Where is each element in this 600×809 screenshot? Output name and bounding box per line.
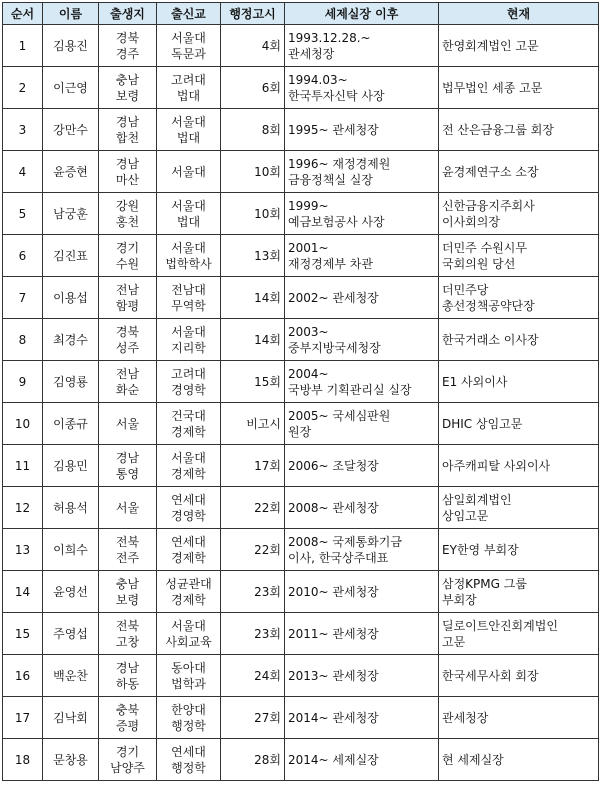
header-row <box>3 3 599 25</box>
table-row <box>3 613 599 655</box>
cell-order: 4 <box>3 151 43 193</box>
cell-name: 김진표 <box>43 235 99 277</box>
cell-current: 삼일회계법인 상임고문 <box>439 487 599 529</box>
table-row <box>3 571 599 613</box>
cell-school: 한양대 행정학 <box>157 697 221 739</box>
cell-school: 동아대 법학과 <box>157 655 221 697</box>
cell-name: 윤영선 <box>43 571 99 613</box>
cell-school: 서울대 법대 <box>157 193 221 235</box>
cell-order: 9 <box>3 361 43 403</box>
cell-name: 강만수 <box>43 109 99 151</box>
col-header-current: 현재 <box>439 3 599 25</box>
cell-after: 2003~ 중부지방국세청장 <box>285 319 439 361</box>
table-row <box>3 445 599 487</box>
cell-current: 더민주당 총선정책공약단장 <box>439 277 599 319</box>
cell-birthplace: 전북 전주 <box>99 529 157 571</box>
cell-order: 12 <box>3 487 43 529</box>
col-header-exam: 행정고시 <box>221 3 285 25</box>
cell-birthplace: 충남 보령 <box>99 67 157 109</box>
cell-after: 2014~ 관세청장 <box>285 697 439 739</box>
cell-name: 이희수 <box>43 529 99 571</box>
cell-name: 문창용 <box>43 739 99 781</box>
cell-order: 18 <box>3 739 43 781</box>
cell-school: 고려대 법대 <box>157 67 221 109</box>
cell-name: 김용민 <box>43 445 99 487</box>
cell-after: 1996~ 재정경제원 금융정책실 실장 <box>285 151 439 193</box>
cell-birthplace: 충북 증평 <box>99 697 157 739</box>
officials-table <box>2 2 599 781</box>
cell-after: 1994.03~ 한국투자신탁 사장 <box>285 67 439 109</box>
cell-after: 2013~ 관세청장 <box>285 655 439 697</box>
col-header-school: 출신교 <box>157 3 221 25</box>
cell-exam: 23회 <box>221 571 285 613</box>
col-header-after: 세제실장 이후 <box>285 3 439 25</box>
cell-order: 8 <box>3 319 43 361</box>
cell-exam: 23회 <box>221 613 285 655</box>
cell-order: 11 <box>3 445 43 487</box>
cell-birthplace: 경북 경주 <box>99 25 157 67</box>
cell-after: 2008~ 국제통화기금 이사, 한국상주대표 <box>285 529 439 571</box>
cell-birthplace: 전북 고창 <box>99 613 157 655</box>
cell-current: 전 산은금융그룹 회장 <box>439 109 599 151</box>
cell-order: 7 <box>3 277 43 319</box>
cell-school: 서울대 법학학사 <box>157 235 221 277</box>
cell-after: 2006~ 조달청장 <box>285 445 439 487</box>
cell-birthplace: 경남 합천 <box>99 109 157 151</box>
cell-name: 김용진 <box>43 25 99 67</box>
cell-name: 백운찬 <box>43 655 99 697</box>
cell-current: 법무법인 세종 고문 <box>439 67 599 109</box>
cell-order: 13 <box>3 529 43 571</box>
cell-name: 윤증현 <box>43 151 99 193</box>
table-row <box>3 697 599 739</box>
cell-after: 2001~ 재정경제부 차관 <box>285 235 439 277</box>
cell-current: 딜로이트안진회계법인 고문 <box>439 613 599 655</box>
cell-name: 이근영 <box>43 67 99 109</box>
cell-after: 2014~ 세제실장 <box>285 739 439 781</box>
cell-after: 2010~ 관세청장 <box>285 571 439 613</box>
table-row <box>3 25 599 67</box>
cell-school: 연세대 행정학 <box>157 739 221 781</box>
cell-school: 서울대 지리학 <box>157 319 221 361</box>
cell-name: 남궁훈 <box>43 193 99 235</box>
cell-order: 17 <box>3 697 43 739</box>
cell-after: 1993.12.28.~ 관세청장 <box>285 25 439 67</box>
cell-current: 한국거래소 이사장 <box>439 319 599 361</box>
cell-current: 한국세무사회 회장 <box>439 655 599 697</box>
table-row <box>3 67 599 109</box>
cell-exam: 24회 <box>221 655 285 697</box>
cell-current: 현 세제실장 <box>439 739 599 781</box>
cell-after: 2002~ 관세청장 <box>285 277 439 319</box>
cell-after: 1995~ 관세청장 <box>285 109 439 151</box>
cell-current: EY한영 부회장 <box>439 529 599 571</box>
cell-order: 2 <box>3 67 43 109</box>
cell-school: 서울대 경제학 <box>157 445 221 487</box>
cell-order: 10 <box>3 403 43 445</box>
cell-exam: 8회 <box>221 109 285 151</box>
table-row <box>3 277 599 319</box>
cell-birthplace: 경남 통영 <box>99 445 157 487</box>
cell-order: 15 <box>3 613 43 655</box>
table-row <box>3 487 599 529</box>
cell-after: 2005~ 국세심판원 원장 <box>285 403 439 445</box>
cell-after: 2011~ 관세청장 <box>285 613 439 655</box>
cell-name: 주영섭 <box>43 613 99 655</box>
cell-current: 더민주 수원시무 국회의원 당선 <box>439 235 599 277</box>
cell-birthplace: 강원 홍천 <box>99 193 157 235</box>
cell-order: 1 <box>3 25 43 67</box>
table-row <box>3 193 599 235</box>
cell-current: E1 사외이사 <box>439 361 599 403</box>
table-row <box>3 655 599 697</box>
cell-school: 고려대 경영학 <box>157 361 221 403</box>
cell-birthplace: 경기 수원 <box>99 235 157 277</box>
cell-exam: 27회 <box>221 697 285 739</box>
cell-name: 김영룡 <box>43 361 99 403</box>
cell-birthplace: 충남 보령 <box>99 571 157 613</box>
col-header-birthplace: 출생지 <box>99 3 157 25</box>
table-row <box>3 151 599 193</box>
cell-school: 연세대 경영학 <box>157 487 221 529</box>
table-body <box>3 25 599 781</box>
table-row <box>3 319 599 361</box>
cell-exam: 22회 <box>221 487 285 529</box>
table-row <box>3 235 599 277</box>
cell-exam: 13회 <box>221 235 285 277</box>
cell-exam: 28회 <box>221 739 285 781</box>
cell-exam: 10회 <box>221 193 285 235</box>
cell-current: 삼정KPMG 그룹 부회장 <box>439 571 599 613</box>
cell-exam: 22회 <box>221 529 285 571</box>
cell-birthplace: 경남 마산 <box>99 151 157 193</box>
cell-birthplace: 경기 남양주 <box>99 739 157 781</box>
cell-school: 서울대 법대 <box>157 109 221 151</box>
cell-exam: 6회 <box>221 67 285 109</box>
cell-current: 신한금융지주회사 이사회의장 <box>439 193 599 235</box>
cell-school: 서울대 독문과 <box>157 25 221 67</box>
table-row <box>3 739 599 781</box>
cell-order: 14 <box>3 571 43 613</box>
cell-after: 1999~ 예금보험공사 사장 <box>285 193 439 235</box>
cell-order: 5 <box>3 193 43 235</box>
cell-exam: 4회 <box>221 25 285 67</box>
cell-name: 김낙회 <box>43 697 99 739</box>
cell-school: 서울대 사회교육 <box>157 613 221 655</box>
table-row <box>3 529 599 571</box>
cell-name: 이종규 <box>43 403 99 445</box>
cell-exam: 14회 <box>221 277 285 319</box>
col-header-order: 순서 <box>3 3 43 25</box>
cell-school: 전남대 무역학 <box>157 277 221 319</box>
cell-birthplace: 경남 하동 <box>99 655 157 697</box>
table-row <box>3 403 599 445</box>
cell-school: 연세대 경제학 <box>157 529 221 571</box>
cell-exam: 17회 <box>221 445 285 487</box>
cell-name: 허용석 <box>43 487 99 529</box>
cell-name: 최경수 <box>43 319 99 361</box>
cell-exam: 비고시 <box>221 403 285 445</box>
cell-current: 윤경제연구소 소장 <box>439 151 599 193</box>
cell-current: 관세청장 <box>439 697 599 739</box>
cell-birthplace: 경북 성주 <box>99 319 157 361</box>
cell-after: 2008~ 관세청장 <box>285 487 439 529</box>
cell-name: 이용섭 <box>43 277 99 319</box>
cell-current: 한영회계법인 고문 <box>439 25 599 67</box>
cell-order: 16 <box>3 655 43 697</box>
cell-birthplace: 서울 <box>99 487 157 529</box>
cell-current: 아주캐피탈 사외이사 <box>439 445 599 487</box>
table-row <box>3 361 599 403</box>
col-header-name: 이름 <box>43 3 99 25</box>
cell-order: 3 <box>3 109 43 151</box>
cell-after: 2004~ 국방부 기획관리실 실장 <box>285 361 439 403</box>
cell-birthplace: 전남 화순 <box>99 361 157 403</box>
cell-exam: 10회 <box>221 151 285 193</box>
cell-order: 6 <box>3 235 43 277</box>
cell-exam: 15회 <box>221 361 285 403</box>
cell-exam: 14회 <box>221 319 285 361</box>
cell-school: 성균관대 경제학 <box>157 571 221 613</box>
cell-birthplace: 전남 함평 <box>99 277 157 319</box>
cell-current: DHIC 상임고문 <box>439 403 599 445</box>
table-row <box>3 109 599 151</box>
cell-school: 건국대 경제학 <box>157 403 221 445</box>
cell-birthplace: 서울 <box>99 403 157 445</box>
cell-school: 서울대 <box>157 151 221 193</box>
